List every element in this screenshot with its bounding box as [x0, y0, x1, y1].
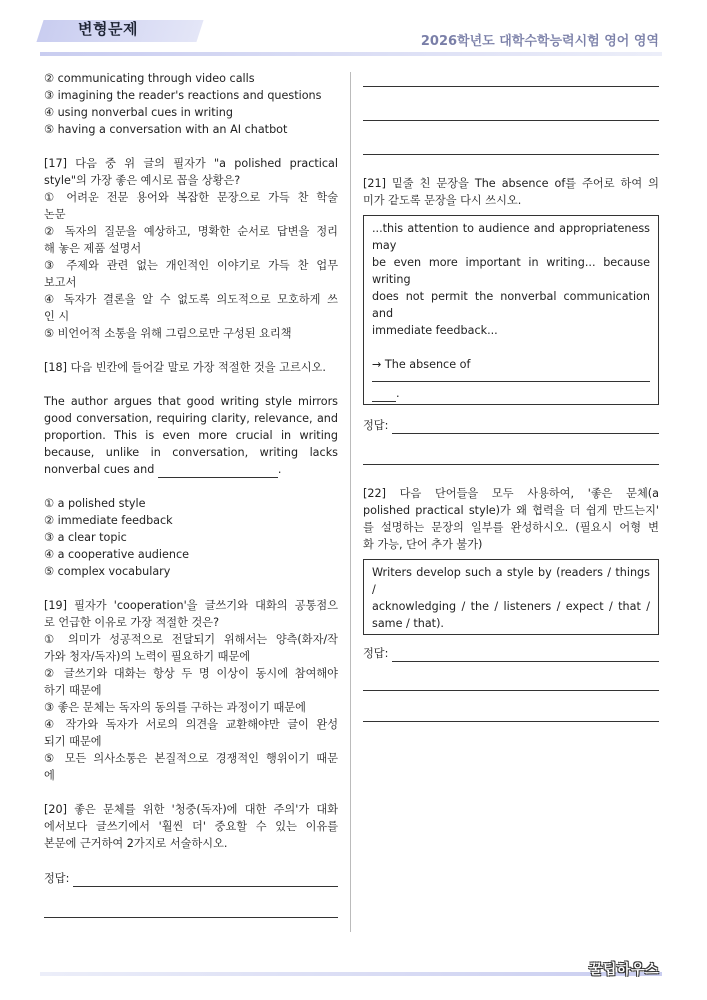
- option-line: ⑤ 비언어적 소통을 위해 그림으로만 구성된 요리책: [44, 327, 292, 340]
- option-line: ③ a clear topic: [44, 531, 127, 544]
- option-line: 에: [44, 769, 55, 782]
- answer-line[interactable]: [363, 690, 659, 691]
- option-line: ② immediate feedback: [44, 514, 173, 527]
- option-line: ① 의미가 성공적으로 전달되기 위해서는 양측(화자/작: [44, 633, 338, 646]
- right-column: [363, 70, 659, 722]
- option-line: ④ 작가와 독자가 서로의 의견을 교환해야만 글이 완성: [44, 718, 338, 731]
- arrow-line: → The absence of: [372, 358, 471, 371]
- q17-stem: style"의 가장 좋은 예시로 꼽을 상황은?: [44, 174, 241, 187]
- answer-line[interactable]: [73, 874, 338, 887]
- option-line: 하기 때문에: [44, 684, 102, 697]
- q21-box: [363, 215, 659, 405]
- question-20: [44, 801, 338, 918]
- answer-line[interactable]: [392, 421, 659, 434]
- q20-stem: [20] 좋은 문체를 위한 '청중(독자)에 대한 주의'가 대화: [44, 803, 338, 816]
- box-line: Writers develop such a style by (readers / things /: [372, 566, 650, 596]
- answer-line[interactable]: [44, 917, 338, 918]
- answer-line[interactable]: [372, 381, 650, 382]
- option-line: ③ 주제와 관련 없는 개인적인 이야기로 가득 찬 업무: [44, 259, 338, 272]
- option-line: ② 글쓰기와 대화는 항상 두 명 이상이 동시에 참여해야: [44, 667, 338, 680]
- q18-stem: [18] 다음 빈칸에 들어갈 말로 가장 적절한 것을 고르시오.: [44, 361, 326, 374]
- option-line: 해 놓은 제품 설명서: [44, 242, 142, 255]
- q22-stem: 를 설명하는 문장의 일부를 완성하시오. (필요시 어형 변: [363, 521, 659, 534]
- option-line: ③ 좋은 문체는 독자의 동의를 구하는 과정이기 때문에: [44, 701, 306, 714]
- option-line: ⑤ 모든 의사소통은 본질적으로 경쟁적인 행위이기 때문: [44, 752, 338, 765]
- option-line: ① 어려운 전문 용어와 복잡한 문장으로 가득 찬 학술: [44, 191, 338, 204]
- passage-line: proportion. This is even more crucial in writing: [44, 429, 338, 442]
- option-line: ③ imagining the reader's reactions and questions: [44, 89, 322, 102]
- q22-box: [363, 559, 659, 635]
- option-line: ② 독자의 질문을 예상하고, 명확한 순서로 답변을 정리: [44, 225, 338, 238]
- question-17: [44, 155, 338, 342]
- passage-line: [44, 461, 338, 478]
- option-line: 되기 때문에: [44, 735, 102, 748]
- q20-stem: 본문에 근거하여 2가지로 서술하시오.: [44, 837, 228, 850]
- header-tag: 변형문제: [78, 20, 138, 38]
- box-end: .: [396, 387, 400, 400]
- footer-rule: [40, 972, 662, 976]
- passage-line: good conversation, requiring clarity, relevance, and: [44, 412, 338, 425]
- option-line: ⑤ complex vocabulary: [44, 565, 171, 578]
- answer-line-short: [372, 385, 650, 402]
- answer-line[interactable]: [363, 721, 659, 722]
- option-line: ④ 독자가 결론을 알 수 없도록 의도적으로 모호하게 쓰: [44, 293, 338, 306]
- q22-stem: polished practical style)가 왜 협력을 더 쉽게 만드는지': [363, 504, 659, 517]
- answer-label: 정답:: [363, 647, 389, 660]
- option-line: ④ a cooperative audience: [44, 548, 189, 561]
- passage-line: The author argues that good writing style mirrors: [44, 395, 338, 408]
- header-rule: [40, 52, 662, 56]
- answer-row: [44, 870, 338, 887]
- box-line: acknowledging / the / listeners / expect / that /: [372, 600, 650, 613]
- answer-line[interactable]: [363, 120, 659, 121]
- footer-brand: 꿀팁하우스: [588, 962, 659, 978]
- answer-blank: [158, 466, 278, 478]
- option-line: 논문: [44, 208, 66, 221]
- q16-options: [44, 70, 338, 138]
- q21-stem: 미가 같도록 문장을 다시 쓰시오.: [363, 194, 522, 207]
- q17-stem: [17] 다음 중 위 글의 필자가 "a polished practical: [44, 157, 338, 170]
- option-line: ④ using nonverbal cues in writing: [44, 106, 233, 119]
- left-column: [44, 70, 338, 918]
- answer-row: [363, 417, 659, 434]
- box-line: does not permit the nonverbal communication and: [372, 290, 650, 320]
- question-22: [363, 485, 659, 722]
- option-line: 가와 청자/독자)의 노력이 필요하기 때문에: [44, 650, 251, 663]
- q20-stem: 에서보다 글쓰기에서 '훨씬 더' 중요할 수 있는 이유를: [44, 820, 338, 833]
- q21-stem: [21] 밑줄 친 문장을 The absence of를 주어로 하여 의: [363, 177, 659, 190]
- header-title: 2026학년도 대학수학능력시험 영어 영역: [420, 34, 659, 49]
- question-18: [44, 359, 338, 580]
- passage-text: nonverbal cues and: [44, 463, 155, 476]
- q19-stem: [19] 필자가 'cooperation'을 글쓰기와 대화의 공통점으: [44, 599, 338, 612]
- q22-stem: [22] 다음 단어들을 모두 사용하여, '좋은 문체(a: [363, 487, 659, 500]
- answer-row: [363, 645, 659, 662]
- box-line: ...this attention to audience and appropriateness may: [372, 222, 650, 252]
- passage-line: because, unlike in conversation, writing lacks: [44, 446, 338, 459]
- option-line: 보고서: [44, 276, 77, 289]
- box-line: immediate feedback...: [372, 324, 498, 337]
- q19-stem: 로 언급한 이유로 가장 적절한 것은?: [44, 616, 220, 629]
- box-line: be even more important in writing... because writing: [372, 256, 650, 286]
- question-21: [363, 175, 659, 465]
- option-line: ② communicating through video calls: [44, 72, 255, 85]
- option-line: 인 시: [44, 310, 70, 323]
- answer-line[interactable]: [372, 389, 396, 402]
- box-line: same / that).: [372, 617, 444, 630]
- passage-end: .: [277, 463, 282, 476]
- answer-label: 정답:: [363, 419, 389, 432]
- answer-label: 정답:: [44, 872, 70, 885]
- column-divider: [350, 72, 351, 932]
- option-line: ⑤ having a conversation with an AI chatbot: [44, 123, 288, 136]
- option-line: ① a polished style: [44, 497, 146, 510]
- question-19: [44, 597, 338, 784]
- answer-line[interactable]: [363, 86, 659, 87]
- answer-line[interactable]: [392, 649, 659, 662]
- q22-stem: 화 가능, 단어 추가 불가): [363, 538, 483, 551]
